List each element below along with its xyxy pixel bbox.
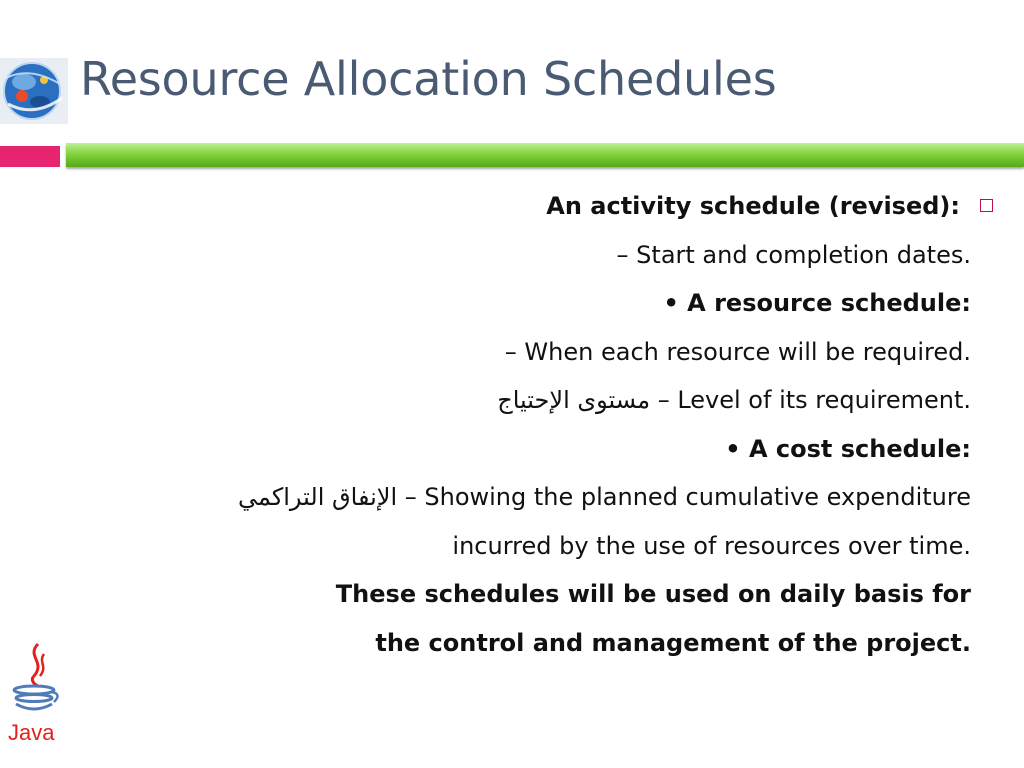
activity-schedule-heading: An activity schedule (revised): (546, 192, 960, 220)
level-text: – Level of its requirement. (650, 386, 971, 414)
body-line-when: – When each resource will be required. (504, 337, 971, 366)
body-line-level (71, 376, 971, 425)
body-line-cost-heading: • A cost schedule: (725, 434, 971, 463)
arabic-cumulative-text: الإنفاق التراكمي (237, 483, 398, 511)
body-line-control: the control and management of the project. (375, 628, 971, 657)
globe-logo-icon (0, 58, 68, 124)
arabic-level-text: مستوى الإحتياج (497, 386, 651, 414)
showing-text: – Showing the planned cumulative expenditure (397, 483, 971, 511)
slide-title: Resource Allocation Schedules (80, 52, 777, 106)
title-accent-pink (0, 146, 60, 167)
body-line-showing (71, 473, 971, 522)
slide-body (71, 182, 971, 667)
body-line-incurred: incurred by the use of resources over time. (452, 531, 971, 560)
title-accent-bar (66, 143, 1024, 167)
square-bullet-icon (980, 199, 993, 212)
java-logo-text: Java (8, 720, 55, 745)
body-line-activity (71, 182, 971, 231)
body-line-dates: – Start and completion dates. (616, 240, 971, 269)
body-line-daily: These schedules will be used on daily basis for (335, 580, 971, 608)
java-logo-icon (4, 640, 66, 750)
body-line-resource-heading: • A resource schedule: (663, 289, 971, 317)
